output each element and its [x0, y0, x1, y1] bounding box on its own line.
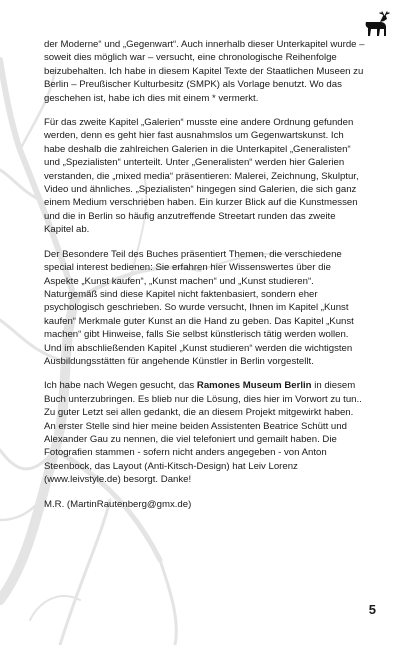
paragraph: der Moderne“ und „Gegenwart“. Auch innerhalb dieser Unterkapitel wurde – soweit dies möglich war – versucht, eine chronologische Reihenfolge beizubehalten. Ich habe in diesem Kapitel Texte der Staatlichen Museen zu Berlin – Preußischer Kulturbesitz (SMPK) als Vorlage benutzt. Wo das geschehen ist, habe ich dies mit einem * vermerkt. — [44, 39, 365, 104]
paragraph-text: Ich habe nach Wegen gesucht, das — [44, 380, 197, 392]
body-text — [44, 38, 366, 511]
deer-icon — [360, 10, 392, 40]
paragraph: Der Besondere Teil des Buches präsentiert Themen, die verschiedene special interest bedienen: Sie erfahren hier Wissenswertes über die Aspekte „Kunst kaufen“, „Kunst machen“ und „Kunst studieren“. Naturgemäß sind diese Kapitel nicht faktenbasiert, sondern eher psychologisch geschrieben. So wurde versucht, Ihnen im Kapitel „Kunst kaufen“ Merkmale guter Kunst an die Hand zu geben. Das Kapitel „Kunst machen“ gibt Hinweise, falls Sie selbst künstlerisch tätig werden wollen. Und im abschließenden Kapitel „Kunst studieren“ werden die wichtigsten Ausbildungsstätten für angehende Künstler in Berlin vorgestellt. — [44, 248, 354, 367]
signature: M.R. (MartinRautenberg@gmx.de) — [44, 498, 192, 510]
page-number: 5 — [368, 602, 376, 617]
paragraph-text: in diesem Buch unterzubringen. Es blieb nur die Lösung, dies hier im Vorwort zu tun.. Zu guter Letzt sei allen gedankt, die an diesem Projekt mitgewirkt haben. An erster Stelle sind hier meine beiden Assistenten Beatrice Schütt und Alexander Gau zu nennen, die viel telefoniert und gemailt haben. Die Fotografien stammen - sofern nicht anders angegeben - von Anton Steenbock, das Layout (Anti-Kitsch-Design) hat Leiv Lorenz (www.leivstyle.de) besorgt. Danke! — [44, 380, 362, 486]
paragraph: Für das zweite Kapitel „Galerien“ musste eine andere Ordnung gefunden werden, denn es geht hier fast ausnahmslos um Gegenwartskunst. Ich habe deshalb die zahlreichen Galerien in die Unterkapitel „Generalisten“ und „Spezialisten“ unterteilt. Unter „Generalisten“ werden hier Galerien verstanden, die „mixed media“ präsentieren: Malerei, Zeichnung, Skulptur, Video und ähnliches. „Spezialisten“ hingegen sind Galerien, die sich ganz einem Medium verschrieben haben. Ein kurzer Blick auf die Kunstmessen und die in Berlin so häufig anzutreffende Streetart runden das zweite Kapitel ab. — [44, 117, 359, 236]
museum-name: Ramones Museum Berlin — [196, 380, 312, 392]
paragraph — [44, 379, 366, 486]
